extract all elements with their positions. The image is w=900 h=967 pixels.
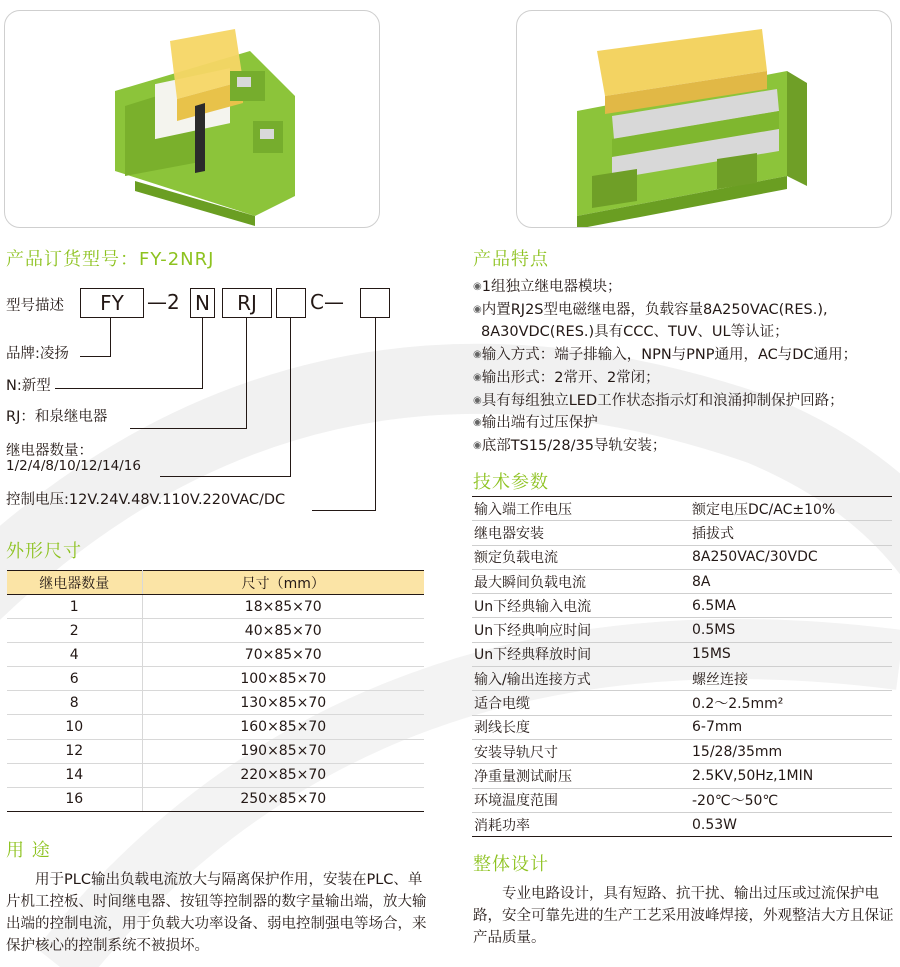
bullet-icon: ◉ <box>473 417 482 429</box>
connector-line <box>80 356 111 357</box>
table-row <box>472 497 892 521</box>
bullet-icon: ◉ <box>473 349 482 361</box>
legend-relay-count: 继电器数量： <box>6 443 93 459</box>
cell-count: 1 <box>7 595 142 619</box>
spec-value: 0.53W <box>670 812 892 836</box>
cell-size: 100×85×70 <box>142 667 424 691</box>
spec-key: 额定负载电流 <box>472 545 670 569</box>
model-box-count <box>276 288 306 318</box>
table-row <box>7 691 424 715</box>
list-item: ◉输出端有过压保护 <box>473 415 598 432</box>
model-box-n: N <box>190 288 215 318</box>
cell-size: 220×85×70 <box>142 763 424 787</box>
table-row <box>7 787 424 811</box>
cell-count: 4 <box>7 643 142 667</box>
list-item: ◉输出形式：2常开、2常闭； <box>473 369 660 386</box>
dimensions-table <box>7 570 424 812</box>
table-row <box>472 618 892 642</box>
cell-count: 16 <box>7 787 142 811</box>
table-row <box>7 739 424 763</box>
connector-line <box>290 318 291 476</box>
cell-size: 40×85×70 <box>142 619 424 643</box>
list-item: ◉输入方式：端子排输入，NPN与PNP通用，AC与DC通用； <box>473 347 858 364</box>
bullet-icon: ◉ <box>473 371 482 383</box>
dimensions-title: 外形尺寸 <box>6 541 82 562</box>
spec-value: 额定电压DC/AC±10% <box>670 497 892 521</box>
legend-brand: 品牌:凌扬 <box>6 346 69 362</box>
cell-size: 130×85×70 <box>142 691 424 715</box>
model-box-rj: RJ <box>222 288 272 318</box>
product-photo-multi <box>516 10 892 228</box>
spec-value: 8A <box>670 569 892 593</box>
spec-key: Un下经典释放时间 <box>472 642 670 666</box>
spec-value: 2.5KV,50Hz,1MIN <box>670 764 892 788</box>
spec-key: 继电器安装 <box>472 521 670 545</box>
header-relay-count: 继电器数量 <box>7 571 142 595</box>
list-item: ◉1组独立继电器模块； <box>473 279 622 295</box>
cell-count: 14 <box>7 763 142 787</box>
table-row <box>7 595 424 619</box>
table-header-row <box>7 571 424 595</box>
specs-table <box>472 496 892 837</box>
design-title: 整体设计 <box>473 854 549 875</box>
table-row <box>7 715 424 739</box>
table-row <box>472 812 892 836</box>
cell-size: 70×85×70 <box>142 643 424 667</box>
table-row <box>472 691 892 715</box>
spec-value: 螺丝连接 <box>670 667 892 691</box>
spec-value: 6.5MA <box>670 594 892 618</box>
table-row <box>472 642 892 666</box>
spec-key: 消耗功率 <box>472 812 670 836</box>
connector-line <box>246 318 247 428</box>
model-box-voltage <box>360 288 390 318</box>
connector-line <box>202 318 203 388</box>
spec-value: 插拔式 <box>670 521 892 545</box>
spec-key: 输入/输出连接方式 <box>472 667 670 691</box>
design-text: 专业电路设计，具有短路、抗干扰、输出过压或过流保护电路，安全可靠先进的生产工艺采用波峰焊接，外观整洁大方且保证产品质量。 <box>473 886 894 946</box>
legend-relay-brand: RJ：和泉继电器 <box>6 409 108 425</box>
cell-size: 250×85×70 <box>142 787 424 811</box>
model-box-fy: FY <box>80 288 144 318</box>
relay-module-multi-illustration <box>517 11 892 228</box>
cell-count: 6 <box>7 667 142 691</box>
list-item: ◉内置RJ2S型电磁继电器，负载容量8A250VAC(RES.), <box>473 301 828 318</box>
model-separator-c: C— <box>310 290 344 314</box>
table-row <box>472 715 892 739</box>
cell-count: 10 <box>7 715 142 739</box>
cell-count: 2 <box>7 619 142 643</box>
spec-value: 0.5MS <box>670 618 892 642</box>
table-row <box>472 667 892 691</box>
spec-value: 8A250VAC/30VDC <box>670 545 892 569</box>
features-title: 产品特点 <box>473 249 549 270</box>
spec-key: 最大瞬间负载电流 <box>472 569 670 593</box>
bullet-icon: ◉ <box>473 394 482 406</box>
spec-key: 剥线长度 <box>472 715 670 739</box>
cell-count: 12 <box>7 739 142 763</box>
connector-line <box>160 476 291 477</box>
list-item: ◉底部TS15/28/35导轨安装； <box>473 437 667 454</box>
relay-module-single-illustration <box>5 11 380 228</box>
connector-line <box>110 318 111 356</box>
legend-relay-count-values: 1/2/4/8/10/12/14/16 <box>6 458 141 474</box>
legend-control-voltage: 控制电压:12V.24V.48V.110V.220VAC/DC <box>6 492 286 508</box>
list-item: ◉具有每组独立LED工作状态指示灯和浪涌抑制保护回路； <box>473 392 844 409</box>
model-separator-2: —2 <box>147 290 180 314</box>
spec-value: 6-7mm <box>670 715 892 739</box>
model-description-label: 型号描述 <box>6 298 64 314</box>
bullet-icon: ◉ <box>473 281 482 292</box>
spec-key: 净重量测试耐压 <box>472 764 670 788</box>
spec-key: 适合电缆 <box>472 691 670 715</box>
product-photo-single <box>4 10 380 228</box>
connector-line <box>55 388 203 389</box>
table-row <box>7 643 424 667</box>
cell-count: 8 <box>7 691 142 715</box>
usage-text: 用于PLC输出负载电流放大与隔离保护作用，安装在PLC、单片机工控板、时间继电器、按钮等控制器的数字量输出端，放大输出端的控制电流，用于负载大功率设备、弱电控制强电等场合，来保护核心的控制系统不被损坏。 <box>6 872 427 954</box>
spec-key: 环境温度范围 <box>472 788 670 812</box>
cell-size: 190×85×70 <box>142 739 424 763</box>
list-item: 8A30VDC(RES.)具有CCC、TUV、UL等认证； <box>481 324 789 341</box>
table-row <box>472 788 892 812</box>
table-row <box>7 763 424 787</box>
usage-title: 用 途 <box>6 840 51 861</box>
table-row <box>472 764 892 788</box>
spec-value: 0.2～2.5mm² <box>670 691 892 715</box>
legend-new-type: N:新型 <box>6 378 51 394</box>
connector-line <box>312 510 376 511</box>
table-row <box>472 739 892 763</box>
spec-key: Un下经典响应时间 <box>472 618 670 642</box>
spec-key: 输入端工作电压 <box>472 497 670 521</box>
table-row <box>472 521 892 545</box>
connector-line <box>130 428 247 429</box>
cell-size: 160×85×70 <box>142 715 424 739</box>
table-row <box>472 569 892 593</box>
spec-key: 安装导轨尺寸 <box>472 739 670 763</box>
spec-key: Un下经典输入电流 <box>472 594 670 618</box>
order-model-title: 产品订货型号：FY-2NRJ <box>6 249 215 270</box>
table-row <box>7 667 424 691</box>
cell-size: 18×85×70 <box>142 595 424 619</box>
table-row <box>472 545 892 569</box>
bullet-icon: ◉ <box>473 439 482 451</box>
bullet-icon: ◉ <box>473 303 482 315</box>
spec-value: 15MS <box>670 642 892 666</box>
header-size: 尺寸（mm） <box>142 571 424 595</box>
spec-value: -20℃～50℃ <box>670 788 892 812</box>
spec-value: 15/28/35mm <box>670 739 892 763</box>
table-row <box>472 594 892 618</box>
specs-title: 技术参数 <box>473 472 549 493</box>
table-row <box>7 619 424 643</box>
features-list <box>473 276 898 458</box>
connector-line <box>375 318 376 510</box>
